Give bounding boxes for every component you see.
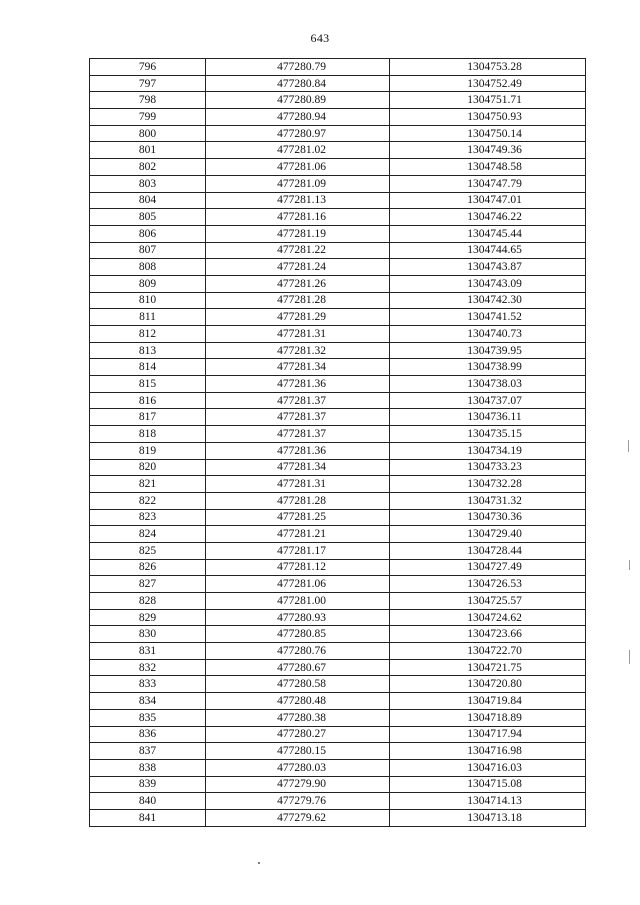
y-coordinate-cell: 1304745.44 [390,225,586,242]
table-row [90,542,586,559]
x-coordinate-cell: 477281.36 [206,442,390,459]
y-coordinate-cell: 1304748.58 [390,159,586,176]
table-row [90,759,586,776]
x-coordinate-cell: 477281.28 [206,292,390,309]
point-number-cell: 822 [90,492,206,509]
x-coordinate-cell: 477281.12 [206,559,390,576]
point-number-cell: 804 [90,192,206,209]
coordinate-table-body [90,59,586,827]
table-row [90,309,586,326]
y-coordinate-cell: 1304730.36 [390,509,586,526]
y-coordinate-cell: 1304741.52 [390,309,586,326]
y-coordinate-cell: 1304725.57 [390,593,586,610]
table-row [90,142,586,159]
point-number-cell: 797 [90,75,206,92]
x-coordinate-cell: 477281.37 [206,426,390,443]
point-number-cell: 796 [90,59,206,76]
point-number-cell: 807 [90,242,206,259]
table-row [90,92,586,109]
point-number-cell: 824 [90,526,206,543]
point-number-cell: 817 [90,409,206,426]
point-number-cell: 831 [90,643,206,660]
x-coordinate-cell: 477279.62 [206,809,390,826]
table-row [90,626,586,643]
y-coordinate-cell: 1304735.15 [390,426,586,443]
point-number-cell: 830 [90,626,206,643]
x-coordinate-cell: 477281.21 [206,526,390,543]
point-number-cell: 837 [90,743,206,760]
point-number-cell: 841 [90,809,206,826]
table-row [90,159,586,176]
x-coordinate-cell: 477280.48 [206,693,390,710]
table-row [90,643,586,660]
y-coordinate-cell: 1304715.08 [390,776,586,793]
x-coordinate-cell: 477280.03 [206,759,390,776]
y-coordinate-cell: 1304723.66 [390,626,586,643]
point-number-cell: 815 [90,376,206,393]
y-coordinate-cell: 1304743.09 [390,275,586,292]
table-row [90,359,586,376]
y-coordinate-cell: 1304716.98 [390,743,586,760]
y-coordinate-cell: 1304716.03 [390,759,586,776]
table-row [90,743,586,760]
y-coordinate-cell: 1304728.44 [390,542,586,559]
table-row [90,676,586,693]
y-coordinate-cell: 1304714.13 [390,793,586,810]
table-row [90,409,586,426]
x-coordinate-cell: 477280.58 [206,676,390,693]
point-number-cell: 816 [90,392,206,409]
x-coordinate-cell: 477281.02 [206,142,390,159]
point-number-cell: 839 [90,776,206,793]
x-coordinate-cell: 477280.67 [206,659,390,676]
x-coordinate-cell: 477281.13 [206,192,390,209]
y-coordinate-cell: 1304743.87 [390,259,586,276]
x-coordinate-cell: 477281.09 [206,175,390,192]
x-coordinate-cell: 477280.27 [206,726,390,743]
point-number-cell: 835 [90,709,206,726]
y-coordinate-cell: 1304713.18 [390,809,586,826]
x-coordinate-cell: 477281.34 [206,459,390,476]
table-row [90,476,586,493]
table-row [90,209,586,226]
table-row [90,175,586,192]
table-row [90,709,586,726]
table-row [90,459,586,476]
x-coordinate-cell: 477280.85 [206,626,390,643]
table-row [90,559,586,576]
table-row [90,659,586,676]
y-coordinate-cell: 1304732.28 [390,476,586,493]
y-coordinate-cell: 1304739.95 [390,342,586,359]
y-coordinate-cell: 1304750.93 [390,109,586,126]
point-number-cell: 801 [90,142,206,159]
table-row [90,192,586,209]
table-row [90,793,586,810]
scan-edge-mark [628,440,629,452]
table-row [90,526,586,543]
x-coordinate-cell: 477281.25 [206,509,390,526]
x-coordinate-cell: 477280.97 [206,125,390,142]
point-number-cell: 819 [90,442,206,459]
y-coordinate-cell: 1304737.07 [390,392,586,409]
x-coordinate-cell: 477281.19 [206,225,390,242]
y-coordinate-cell: 1304731.32 [390,492,586,509]
x-coordinate-cell: 477281.34 [206,359,390,376]
table-row [90,809,586,826]
y-coordinate-cell: 1304747.79 [390,175,586,192]
y-coordinate-cell: 1304724.62 [390,609,586,626]
y-coordinate-cell: 1304722.70 [390,643,586,660]
x-coordinate-cell: 477279.76 [206,793,390,810]
x-coordinate-cell: 477280.79 [206,59,390,76]
x-coordinate-cell: 477281.37 [206,392,390,409]
point-number-cell: 838 [90,759,206,776]
point-number-cell: 808 [90,259,206,276]
x-coordinate-cell: 477281.29 [206,309,390,326]
x-coordinate-cell: 477281.16 [206,209,390,226]
x-coordinate-cell: 477281.06 [206,159,390,176]
table-row [90,326,586,343]
x-coordinate-cell: 477281.36 [206,376,390,393]
table-row [90,492,586,509]
y-coordinate-cell: 1304738.03 [390,376,586,393]
point-number-cell: 818 [90,426,206,443]
table-row [90,509,586,526]
y-coordinate-cell: 1304727.49 [390,559,586,576]
x-coordinate-cell: 477281.22 [206,242,390,259]
point-number-cell: 821 [90,476,206,493]
y-coordinate-cell: 1304752.49 [390,75,586,92]
table-row [90,593,586,610]
y-coordinate-cell: 1304729.40 [390,526,586,543]
point-number-cell: 813 [90,342,206,359]
coordinate-table [89,58,586,827]
table-row [90,576,586,593]
y-coordinate-cell: 1304753.28 [390,59,586,76]
table-row [90,342,586,359]
point-number-cell: 802 [90,159,206,176]
y-coordinate-cell: 1304744.65 [390,242,586,259]
point-number-cell: 827 [90,576,206,593]
x-coordinate-cell: 477281.37 [206,409,390,426]
table-row [90,726,586,743]
table-row [90,426,586,443]
table-row [90,776,586,793]
table-row [90,392,586,409]
x-coordinate-cell: 477281.28 [206,492,390,509]
table-row [90,292,586,309]
table-row [90,59,586,76]
page-number: 643 [310,31,330,45]
table-row [90,259,586,276]
y-coordinate-cell: 1304734.19 [390,442,586,459]
x-coordinate-cell: 477281.06 [206,576,390,593]
y-coordinate-cell: 1304720.80 [390,676,586,693]
y-coordinate-cell: 1304742.30 [390,292,586,309]
table-row [90,376,586,393]
x-coordinate-cell: 477280.38 [206,709,390,726]
table-row [90,242,586,259]
table-row [90,75,586,92]
table-row [90,693,586,710]
x-coordinate-cell: 477280.76 [206,643,390,660]
point-number-cell: 833 [90,676,206,693]
point-number-cell: 828 [90,593,206,610]
point-number-cell: 812 [90,326,206,343]
x-coordinate-cell: 477281.00 [206,593,390,610]
point-number-cell: 806 [90,225,206,242]
point-number-cell: 809 [90,275,206,292]
y-coordinate-cell: 1304719.84 [390,693,586,710]
table-row [90,275,586,292]
point-number-cell: 825 [90,542,206,559]
x-coordinate-cell: 477281.31 [206,476,390,493]
x-coordinate-cell: 477281.17 [206,542,390,559]
y-coordinate-cell: 1304736.11 [390,409,586,426]
point-number-cell: 805 [90,209,206,226]
table-row [90,125,586,142]
y-coordinate-cell: 1304726.53 [390,576,586,593]
point-number-cell: 820 [90,459,206,476]
x-coordinate-cell: 477280.84 [206,75,390,92]
x-coordinate-cell: 477279.90 [206,776,390,793]
point-number-cell: 823 [90,509,206,526]
y-coordinate-cell: 1304746.22 [390,209,586,226]
x-coordinate-cell: 477281.26 [206,275,390,292]
point-number-cell: 814 [90,359,206,376]
y-coordinate-cell: 1304749.36 [390,142,586,159]
y-coordinate-cell: 1304733.23 [390,459,586,476]
scan-edge-mark [629,560,630,570]
y-coordinate-cell: 1304718.89 [390,709,586,726]
point-number-cell: 800 [90,125,206,142]
x-coordinate-cell: 477281.24 [206,259,390,276]
point-number-cell: 836 [90,726,206,743]
table-row [90,109,586,126]
y-coordinate-cell: 1304740.73 [390,326,586,343]
point-number-cell: 826 [90,559,206,576]
x-coordinate-cell: 477281.31 [206,326,390,343]
point-number-cell: 811 [90,309,206,326]
y-coordinate-cell: 1304751.71 [390,92,586,109]
point-number-cell: 798 [90,92,206,109]
point-number-cell: 799 [90,109,206,126]
x-coordinate-cell: 477281.32 [206,342,390,359]
point-number-cell: 832 [90,659,206,676]
table-row [90,609,586,626]
table-row [90,225,586,242]
y-coordinate-cell: 1304750.14 [390,125,586,142]
y-coordinate-cell: 1304721.75 [390,659,586,676]
x-coordinate-cell: 477280.94 [206,109,390,126]
point-number-cell: 803 [90,175,206,192]
point-number-cell: 834 [90,693,206,710]
y-coordinate-cell: 1304747.01 [390,192,586,209]
point-number-cell: 810 [90,292,206,309]
scan-speck [258,862,260,864]
x-coordinate-cell: 477280.89 [206,92,390,109]
point-number-cell: 829 [90,609,206,626]
x-coordinate-cell: 477280.93 [206,609,390,626]
y-coordinate-cell: 1304717.94 [390,726,586,743]
scan-edge-mark [629,650,630,664]
point-number-cell: 840 [90,793,206,810]
x-coordinate-cell: 477280.15 [206,743,390,760]
y-coordinate-cell: 1304738.99 [390,359,586,376]
table-row [90,442,586,459]
